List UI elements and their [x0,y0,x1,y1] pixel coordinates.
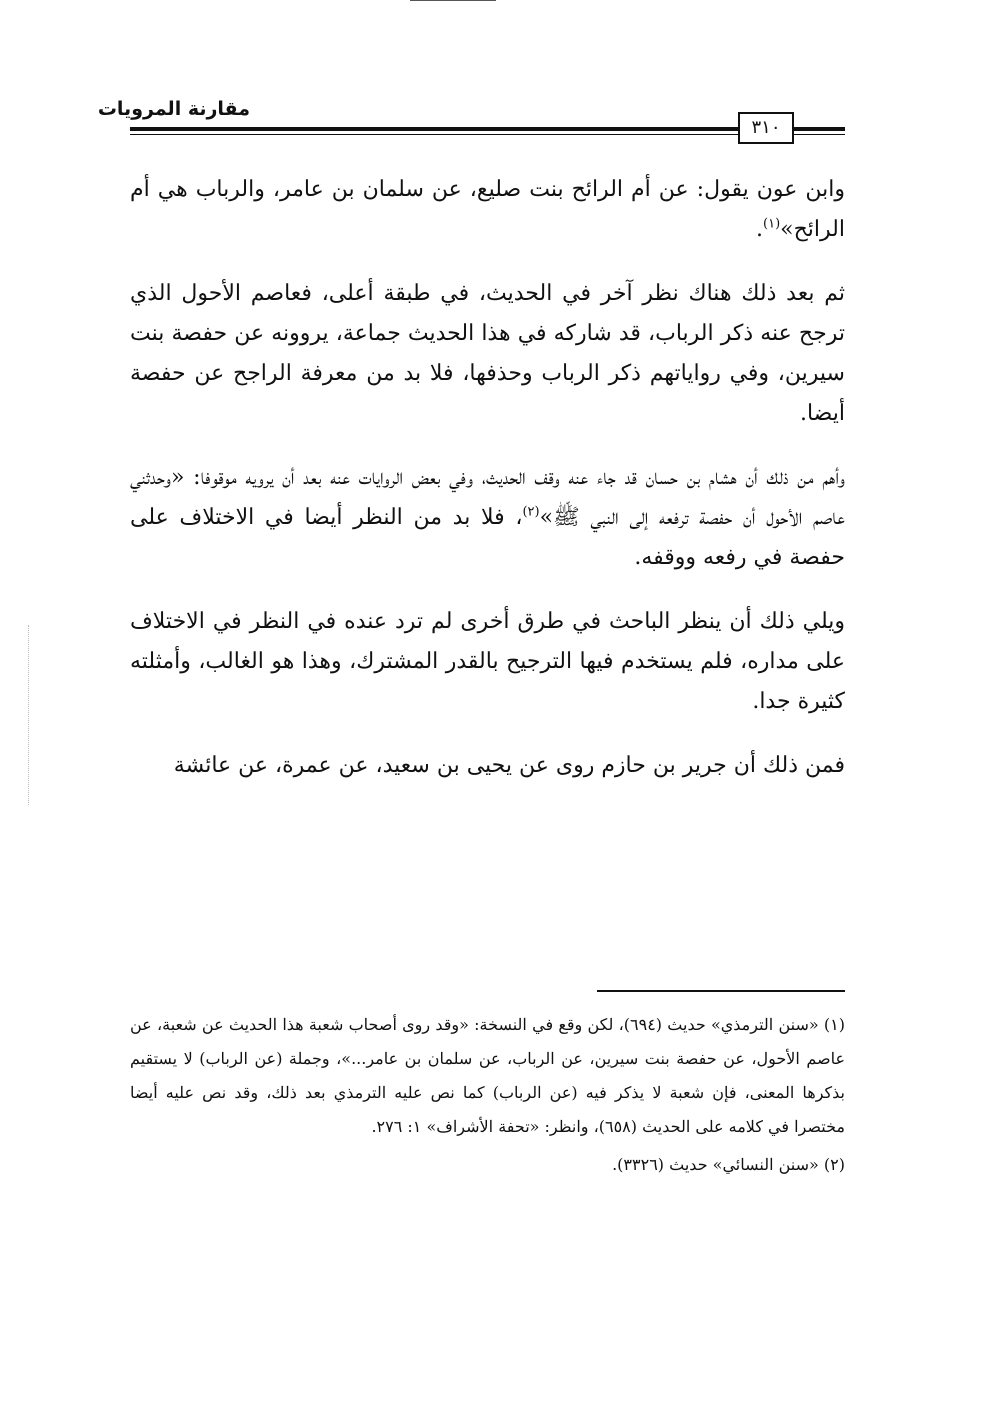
paragraph-3: وأهم من ذلك أن هشام بن حسان قد جاء عنه وقف الحديث، وفي بعض الروايات عنه بعد أن يرويه موقوفا: «وحدثني عاصم الأحول أن حفصة ترفعه إلى النبي ﷺ»$^{(٢)}$، فلا بد من النظر أيضا في الاختلاف على حفصة في رفعه ووقفه. [130,465,845,570]
footnotes [130,1008,845,1186]
page-number: ٣١٠ [738,112,794,144]
footnote-1: (١) «سنن الترمذي» حديث (٦٩٤)، لكن وقع في النسخة: «وقد روى أصحاب شعبة هذا الحديث عن شعبة، عن عاصم الأحول، عن حفصة بنت سيرين، عن الرباب، عن سلمان بن عامر...»، وجملة (عن الرباب) لا يستقيم بذكرها المعنى، فإن شعبة لا يذكر فيه (عن الرباب) كما نص عليه الترمذي بعد ذلك، وقد نص عليه أيضا مختصرا في كلامه على الحديث (٦٥٨)، وانظر: «تحفة الأشراف» ١: ٢٧٦. [130,1015,845,1136]
paragraph-2: ثم بعد ذلك هناك نظر آخر في الحديث، في طبقة أعلى، فعاصم الأحول الذي ترجح عنه ذكر الرباب، قد شاركه في هذا الحديث جماعة، يروونه عن حفصة بنت سيرين، وفي رواياتهم ذكر الرباب وحذفها، فلا بد من معرفة الراجح عن حفصة أيضا. [130,281,845,426]
paragraph-1: وابن عون يقول: عن أم الرائح بنت صليع، عن سلمان بن عامر، والرباب هي أم الرائح»$^{(١)}$. [130,177,845,242]
running-title: مقارنة المرويات [97,98,250,120]
footnote-2: (٢) «سنن النسائي» حديث (٣٣٢٦). [612,1155,845,1174]
main-text [130,170,845,810]
paragraph-4: ويلي ذلك أن ينظر الباحث في طرق أخرى لم ترد عنده في النظر في الاختلاف على مداره، فلم يستخدم فيها الترجيح بالقدر المشترك، وهذا هو الغالب، وأمثلته كثيرة جدا. [130,609,845,714]
footnote-ref-1[interactable]: (١) [763,216,781,232]
footnote-separator [597,990,845,992]
footnote-ref-2[interactable]: (٢) [522,504,540,520]
margin-trace [28,625,29,805]
paragraph-5: فمن ذلك أن جرير بن حازم روى عن يحيى بن سعيد، عن عمرة، عن عائشة [173,753,845,778]
top-edge-mark [410,0,496,1]
